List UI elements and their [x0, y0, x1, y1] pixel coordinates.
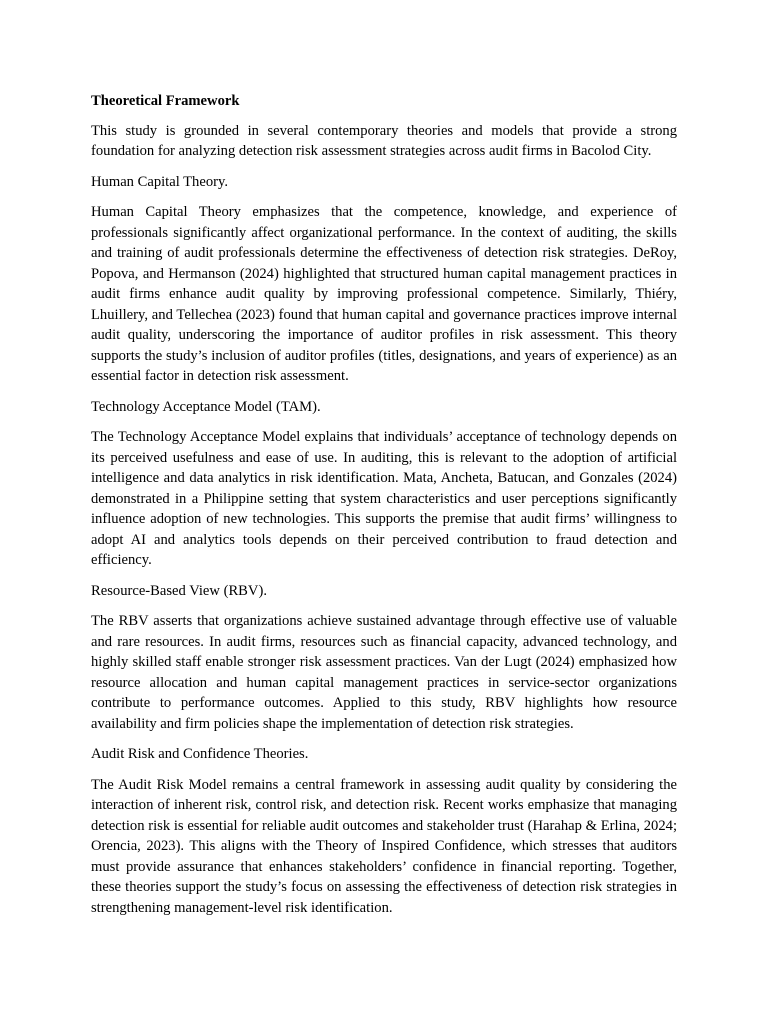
heading-audit-risk-confidence: Audit Risk and Confidence Theories. [91, 746, 309, 762]
paragraph-technology-acceptance-model: The Technology Acceptance Model explains that individuals’ acceptance of technology depends on its perceived usefulness and ease of use. In auditing, this is relevant to the adoption of artificial intelligence and data analytics in risk identification. Mata, Ancheta, Batucan, and Gonzales (2024) demonstrated in a Philippine setting that system characteristics and user perceptions significantly influence adoption of new technologies. This supports the premise that audit firms’ willingness to adopt AI and analytics tools depends on their perceived contribution to fraud detection and efficiency. [91, 429, 677, 568]
heading-technology-acceptance-model: Technology Acceptance Model (TAM). [91, 398, 321, 415]
heading-human-capital-theory: Human Capital Theory. [91, 173, 228, 190]
intro-paragraph: This study is grounded in several contemporary theories and models that provide a strong foundation for analyzing detection risk assessment strategies across audit firms in Bacolod City. [91, 122, 677, 159]
document-page [91, 91, 677, 928]
paragraph-human-capital-theory: Human Capital Theory emphasizes that the competence, knowledge, and experience of professionals significantly affect organizational performance. In the context of auditing, the skills and training of audit professionals determine the effectiveness of detection risk strategies. DeRoy, Popova, and Hermanson (2024) highlighted that structured human capital management practices in audit firms enhance audit quality by improving professional competence. Similarly, Thiéry, Lhuillery, and Tellechea (2023) found that human capital and governance practices improve internal audit quality, underscoring the importance of auditor profiles in risk assessment. This theory supports the study’s inclusion of auditor profiles (titles, designations, and years of experience) as an essential factor in detection risk assessment. [91, 204, 677, 384]
paragraph-resource-based-view: The RBV asserts that organizations achieve sustained advantage through effective use of valuable and rare resources. In audit firms, resources such as financial capacity, advanced technology, and highly skilled staff enable stronger risk assessment practices. Van der Lugt (2024) emphasized how resource allocation and human capital management practices in service-sector organizations contribute to performance outcomes. Applied to this study, RBV highlights how resource availability and firm policies shape the implementation of detection risk strategies. [91, 613, 677, 732]
heading-resource-based-view: Resource-Based View (RBV). [91, 582, 267, 599]
paragraph-audit-risk-confidence: The Audit Risk Model remains a central framework in assessing audit quality by considering the interaction of inherent risk, control risk, and detection risk. Recent works emphasize that managing detection risk is essential for reliable audit outcomes and stakeholder trust (Harahap & Erlina, 2024; Orencia, 2023). This aligns with the Theory of Inspired Confidence, which stresses that auditors must provide assurance that enhances stakeholders’ confidence in financial reporting. Together, these theories support the study’s focus on assessing the effectiveness of detection risk strategies in strengthening management-level risk identification. [91, 776, 677, 916]
framework-title: Theoretical Framework [91, 93, 240, 109]
